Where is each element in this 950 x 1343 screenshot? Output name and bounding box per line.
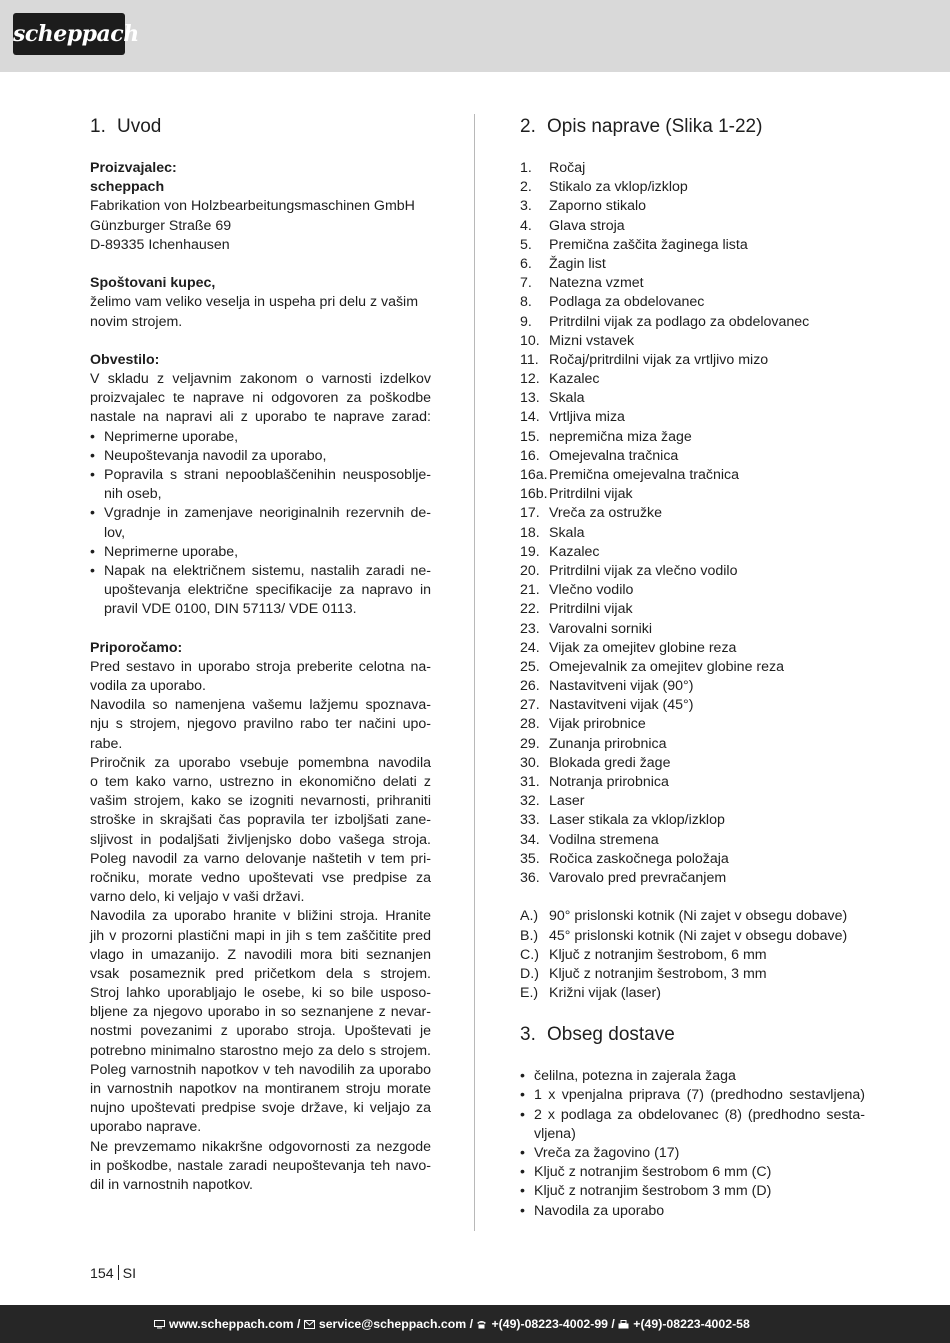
part-item-number: 12. (520, 371, 540, 388)
part-item-number: 36. (520, 869, 540, 886)
greeting-label-text: Spoštovani kupec, (90, 275, 216, 292)
part-item-number: 27. (520, 697, 540, 714)
notice-bullet-text: Neupoštevanja navodil za uporabo, (104, 447, 327, 464)
scheppach-logo: scheppach (13, 13, 125, 55)
delivery-item-line (520, 1086, 865, 1105)
part-item-number: 17. (520, 505, 540, 522)
part-item (520, 370, 865, 389)
part-item-number: 15. (520, 428, 540, 445)
part-item-text: Žagin list (549, 255, 606, 272)
section-number: 2. (520, 116, 536, 137)
part-item-number: 11. (520, 351, 539, 368)
footer-contacts (154, 1305, 750, 1343)
part-item (520, 869, 865, 888)
part-item-number: 16a. (520, 467, 548, 483)
manufacturer-address-line: D-89335 Ichenhausen (90, 236, 230, 253)
part-item (520, 408, 865, 427)
notice-bullet-text: Neprimerne uporabe, (104, 543, 239, 560)
manufacturer-address-line: Fabrikation von Holzbearbeitungsmaschinen GmbH (90, 198, 415, 215)
part-item-text: Vreča za ostružke (549, 505, 663, 522)
accessory-item-text: Ključ z notranjim šestrobom, 6 mm (549, 946, 767, 963)
section-2-heading (520, 114, 865, 140)
monitor-icon (154, 1320, 165, 1329)
notice-bullet-text: lov, (104, 524, 126, 541)
notice-bullet-line (90, 447, 431, 466)
page-number-separator (118, 1265, 119, 1280)
part-item-text: Vlečno vodilo (549, 582, 634, 599)
recommend-line: jih v prozorni plastični mapi in jih s tem zaščitite pred (90, 927, 431, 944)
manufacturer-label (90, 159, 431, 178)
notice-bullet-line (90, 543, 431, 562)
part-item-number: 23. (520, 620, 540, 637)
recommend-line: vlago in umazanijo. Z navodili mora biti seznanjen (90, 946, 431, 963)
left-column (90, 114, 431, 1195)
page-footer (0, 1305, 950, 1343)
greeting-line: želimo vam veliko veselja in uspeha pri delu z vašim (90, 294, 419, 311)
part-item-number: 16b. (520, 486, 548, 503)
part-item-number: 22. (520, 601, 540, 618)
column-divider (474, 114, 475, 1231)
recommend-label-text: Priporočamo: (90, 639, 183, 656)
footer-fax[interactable]: +(49)-08223-4002-58 (633, 1317, 750, 1331)
part-item-number: 34. (520, 831, 540, 848)
recommend-line: Stroj lahko uporabljajo le osebe, ki so bile usposo- (90, 985, 431, 1002)
recommend-line: Ne prevzemamo nikakršne odgovornosti za nezgode (90, 1138, 431, 1155)
part-item-number: 9. (520, 313, 532, 330)
recommend-line: ročniku, morate vedno upoštevati vse predpise za (90, 869, 431, 886)
fax-icon (618, 1320, 629, 1329)
part-item-text: Natezna vzmet (549, 275, 644, 292)
recommend-line: Poleg navodil za varno delovanje naštetih v tem pri- (90, 850, 431, 867)
delivery-item-text: Ključ z notranjim šestrobom 3 mm (D) (534, 1183, 772, 1200)
delivery-item-line (520, 1163, 865, 1182)
part-item-number: 20. (520, 562, 540, 579)
footer-phone[interactable]: +(49)-08223-4002-99 / (491, 1317, 615, 1331)
accessory-item (520, 965, 865, 984)
part-item (520, 581, 865, 600)
section-3-heading (520, 1022, 865, 1048)
part-item-text: Ročaj (549, 160, 586, 176)
accessory-item-number: E.) (520, 985, 539, 1002)
part-item-text: Nastavitveni vijak (45°) (549, 697, 694, 714)
recommend-line: potrebno minimalno starostno mejo za delo s strojem. (90, 1042, 431, 1059)
part-item (520, 236, 865, 255)
delivery-item-text: Vreča za žagovino (17) (534, 1145, 680, 1161)
part-item-number: 4. (520, 217, 532, 234)
part-item (520, 696, 865, 715)
delivery-item-text: vljena) (534, 1125, 576, 1142)
delivery-item-line (520, 1106, 865, 1125)
notice-line: nastale na napravi ali z uporabo te naprave zarad: (90, 409, 431, 426)
part-item (520, 543, 865, 562)
part-item (520, 466, 865, 485)
bullet-dot: • (520, 1183, 525, 1200)
bullet-dot: • (520, 1145, 525, 1161)
part-item-text: Vrtljiva miza (549, 409, 625, 426)
delivery-item-line (520, 1125, 865, 1144)
recommend-line: nujno upoštevati predpise svoje države, ki veljajo za (90, 1100, 431, 1117)
notice-line: proizvajalec te naprave ni odgovoren za poškodbe (90, 390, 431, 407)
delivery-item-text: 1 x vpenjalna priprava (7) (predhodno sestavljena) (534, 1087, 865, 1104)
part-item-number: 30. (520, 754, 540, 771)
recommend-line: stroške in skrajšati čas popravila ter izboljšati zane- (90, 812, 431, 829)
delivery-item-text: Ključ z notranjim šestrobom 6 mm (C) (534, 1164, 772, 1181)
spacer (520, 1048, 865, 1067)
notice-bullet-line (90, 428, 431, 447)
spacer (90, 140, 431, 159)
notice-bullet-line (90, 485, 431, 504)
recommend-label (90, 639, 431, 658)
recommend-line: vodila za uporabo. (90, 678, 206, 695)
recommend-line: varno delo, ki veljajo v vaši državi. (90, 889, 305, 906)
part-item-number: 14. (520, 409, 540, 426)
part-item-text: Omejevalnik za omejitev globine reza (549, 658, 784, 675)
notice-bullet-text: pravil VDE 0100, DIN 57113/ VDE 0113. (104, 601, 357, 618)
part-item (520, 293, 865, 312)
part-item-number: 6. (520, 255, 532, 272)
page-number (90, 1264, 136, 1284)
part-item-text: Blokada gredi žage (549, 754, 671, 771)
part-item-number: 2. (520, 179, 532, 196)
accessory-item-text: Križni vijak (laser) (549, 985, 661, 1002)
notice-bullet-text: Popravila s strani nepooblaščenihin neusposoblje- (104, 467, 431, 483)
part-item-number: 1. (520, 160, 532, 176)
part-item (520, 735, 865, 754)
part-item-number: 16. (520, 447, 540, 464)
manufacturer-address-line: Günzburger Straße 69 (90, 217, 232, 234)
part-item (520, 562, 865, 581)
recommend-line: nju s strojem, njegovo pravilno rabo ter načini upo- (90, 716, 431, 733)
notice-bullet-line (90, 581, 431, 600)
part-item (520, 811, 865, 830)
recommend-line: rabe. (90, 735, 123, 752)
delivery-item-text: Navodila za uporabo (534, 1202, 665, 1219)
delivery-item-line (520, 1182, 865, 1201)
part-item-text: Varovalni sorniki (549, 620, 653, 637)
part-item-text: Pritrdilni vijak (549, 486, 633, 503)
part-item (520, 504, 865, 523)
recommend-line: nostmi povezanimi z uporabo stroja. Upoštevati je (90, 1023, 431, 1040)
recommend-line: in varnostnih napotkov na montiranem stroju morate (90, 1081, 431, 1097)
phone-icon (476, 1320, 487, 1329)
part-item (520, 274, 865, 293)
bullet-dot: • (520, 1087, 525, 1104)
footer-email[interactable]: service@scheppach.com / (318, 1317, 474, 1331)
part-item (520, 600, 865, 619)
manufacturer-name (90, 178, 431, 197)
accessory-item (520, 927, 865, 946)
delivery-item-text: čelilna, potezna in zajerala žaga (534, 1068, 736, 1085)
spacer (90, 255, 431, 274)
bullet-dot: • (520, 1106, 525, 1123)
delivery-item-line (520, 1202, 865, 1221)
recommend-line: sljivost in podaljšati življenjsko dobo vašega stroja. (90, 831, 431, 848)
part-item-text: Stikalo za vklop/izklop (549, 179, 688, 196)
bullet-dot: • (90, 467, 95, 483)
part-item-number: 26. (520, 678, 540, 695)
part-item (520, 159, 865, 178)
recommend-line: uporabo naprave. (90, 1119, 202, 1136)
part-item (520, 332, 865, 351)
accessory-item (520, 907, 865, 926)
notice-bullet-line (90, 524, 431, 543)
part-item-text: Premična omejevalna tračnica (549, 467, 740, 483)
part-item-number: 24. (520, 639, 540, 656)
part-item (520, 831, 865, 850)
spacer (520, 888, 865, 907)
notice-line: V skladu z veljavnim zakonom o varnosti izdelkov (90, 371, 431, 388)
bullet-dot: • (520, 1202, 525, 1219)
bullet-dot: • (90, 543, 95, 560)
part-item-number: 21. (520, 582, 540, 599)
bullet-dot: • (90, 428, 95, 445)
part-item (520, 178, 865, 197)
notice-label-text: Obvestilo: (90, 351, 160, 368)
part-item-number: 10. (520, 332, 540, 349)
part-item (520, 658, 865, 677)
section-number: 3. (520, 1024, 536, 1046)
part-item-number: 29. (520, 735, 540, 752)
part-item-text: Vodilna stremena (549, 831, 659, 848)
part-item-text: Nastavitveni vijak (90°) (549, 678, 694, 695)
accessory-item-number: A.) (520, 908, 539, 925)
page-header (0, 0, 950, 72)
accessory-item-number: D.) (520, 965, 539, 982)
part-item (520, 428, 865, 447)
recommend-line: Priročnik za uporabo vsebuje pomembna navodila (90, 754, 431, 771)
part-item-text: Laser stikala za vklop/izklop (549, 812, 725, 829)
part-item-number: 33. (520, 812, 540, 829)
recommend-line: vašim strojem, kako se izogniti nevarnosti, prihraniti (90, 793, 431, 810)
part-item (520, 197, 865, 216)
recommend-line: in poškodbe, nastale zaradi neupoštevanja teh navo- (90, 1157, 431, 1174)
greeting-label (90, 274, 431, 293)
section-title: Obseg dostave (547, 1024, 675, 1046)
part-item-number: 3. (520, 198, 532, 215)
recommend-line: vsak posameznik pred pričetkom dela s strojem. (90, 965, 431, 982)
part-item-number: 31. (520, 774, 540, 790)
part-item (520, 351, 865, 370)
part-item (520, 524, 865, 543)
accessory-item-text: 45° prislonski kotnik (Ni zajet v obsegu dobave) (549, 927, 848, 944)
spacer (520, 140, 865, 159)
section-number: 1. (90, 116, 106, 137)
spacer (520, 1003, 865, 1022)
footer-website[interactable]: www.scheppach.com / (169, 1317, 301, 1331)
part-item-text: Ročaj/pritrdilni vijak za vrtljivo mizo (549, 351, 769, 368)
section-1-heading (90, 114, 431, 140)
part-item-text: Glava stroja (549, 217, 625, 234)
notice-bullet-text: Neprimerne uporabe, (104, 428, 239, 445)
delivery-item-line (520, 1067, 865, 1086)
notice-bullet-line (90, 504, 431, 523)
part-item-text: Kazalec (549, 543, 600, 560)
part-item (520, 715, 865, 734)
bullet-dot: • (90, 447, 95, 464)
part-item-number: 32. (520, 793, 540, 810)
recommend-line: bljene za njegovo uporabo in so seznanjene z nevar- (90, 1004, 431, 1021)
recommend-line: Navodila so namenjena vašemu lažjemu spoznava- (90, 697, 431, 714)
notice-bullet-line (90, 562, 431, 581)
part-item-number: 18. (520, 524, 540, 541)
part-item (520, 217, 865, 236)
part-item-number: 7. (520, 275, 532, 292)
mail-icon (304, 1320, 315, 1329)
part-item-text: Podlaga za obdelovanec (549, 294, 705, 311)
part-item-number: 35. (520, 850, 540, 867)
accessory-item-text: 90° prislonski kotnik (Ni zajet v obsegu dobave) (549, 908, 848, 925)
accessory-item-number: C.) (520, 946, 539, 963)
accessory-item-text: Ključ z notranjim šestrobom, 3 mm (549, 965, 767, 982)
part-item (520, 255, 865, 274)
part-item-text: Notranja prirobnica (549, 774, 669, 790)
part-item-text: Omejevalna tračnica (549, 447, 679, 464)
part-item (520, 773, 865, 792)
bullet-dot: • (520, 1164, 525, 1181)
notice-bullet-text: Vgradnje in zamenjave neoriginalnih rezervnih de- (104, 505, 431, 522)
manufacturer-label-text: Proizvajalec: (90, 160, 177, 176)
greeting-line: novim strojem. (90, 313, 183, 330)
part-item (520, 313, 865, 332)
notice-label (90, 351, 431, 370)
notice-bullet-line (90, 466, 431, 485)
part-item-text: Vijak za omejitev globine reza (549, 639, 737, 656)
recommend-line: Poleg varnostnih napotkov v teh navodilih za uporabo (90, 1061, 431, 1078)
accessory-item-number: B.) (520, 927, 539, 944)
part-item-text: Zaporno stikalo (549, 198, 646, 215)
section-title: Uvod (117, 116, 162, 137)
part-item (520, 485, 865, 504)
page-language: SI (122, 1266, 137, 1282)
part-item-text: Zunanja prirobnica (549, 735, 667, 752)
notice-bullet-text: nih oseb, (104, 486, 162, 503)
part-item-text: Ročica zaskočnega položaja (549, 850, 729, 867)
recommend-line: dil in varnostnih napotkov. (90, 1176, 253, 1193)
part-item (520, 850, 865, 869)
part-item (520, 792, 865, 811)
part-item-text: Pritrdilni vijak za vlečno vodilo (549, 562, 738, 579)
part-item (520, 639, 865, 658)
part-item (520, 677, 865, 696)
notice-bullet-text: upoštevanja električne specifikacije za napravo in (104, 582, 431, 599)
part-item-text: Kazalec (549, 371, 600, 388)
part-item-text: Premična zaščita žaginega lista (549, 236, 748, 253)
part-item-number: 25. (520, 658, 540, 675)
part-item-number: 19. (520, 543, 540, 560)
notice-bullet-text: Napak na električnem sistemu, nastalih zaradi ne- (104, 562, 431, 579)
recommend-line: o tem kako varno, ustrezno in ekonomično delati z (90, 774, 431, 790)
part-item-text: nepremična miza žage (549, 428, 692, 445)
part-item-text: Vijak prirobnice (549, 716, 646, 733)
accessory-item (520, 984, 865, 1003)
part-item-text: Skala (549, 390, 585, 407)
part-item-number: 5. (520, 236, 532, 253)
notice-bullet-line (90, 600, 431, 619)
part-item-text: Pritrdilni vijak za podlago za obdelovanec (549, 313, 810, 330)
manufacturer-name-text: scheppach (90, 179, 165, 196)
delivery-item-line (520, 1144, 865, 1163)
part-item-text: Skala (549, 524, 585, 541)
bullet-dot: • (90, 505, 95, 522)
part-item-number: 28. (520, 716, 540, 733)
spacer (90, 620, 431, 639)
accessory-item (520, 946, 865, 965)
part-item-text: Mizni vstavek (549, 332, 635, 349)
recommend-line: Pred sestavo in uporabo stroja preberite celotna na- (90, 658, 431, 675)
spacer (90, 332, 431, 351)
delivery-item-text: 2 x podlaga za obdelovanec (8) (predhodno sesta- (534, 1106, 865, 1123)
part-item (520, 447, 865, 466)
page-number-value: 154 (90, 1266, 114, 1282)
bullet-dot: • (90, 562, 95, 579)
section-title: Opis naprave (Slika 1-22) (547, 116, 763, 137)
part-item-number: 13. (520, 390, 540, 407)
part-item-number: 8. (520, 294, 532, 311)
recommend-line: Navodila za uporabo hranite v bližini stroja. Hranite (90, 908, 431, 925)
part-item (520, 754, 865, 773)
part-item (520, 620, 865, 639)
right-column (520, 114, 865, 1221)
part-item-text: Varovalo pred prevračanjem (549, 869, 727, 886)
part-item (520, 389, 865, 408)
part-item-text: Laser (549, 793, 585, 810)
part-item-text: Pritrdilni vijak (549, 601, 633, 618)
bullet-dot: • (520, 1068, 525, 1085)
